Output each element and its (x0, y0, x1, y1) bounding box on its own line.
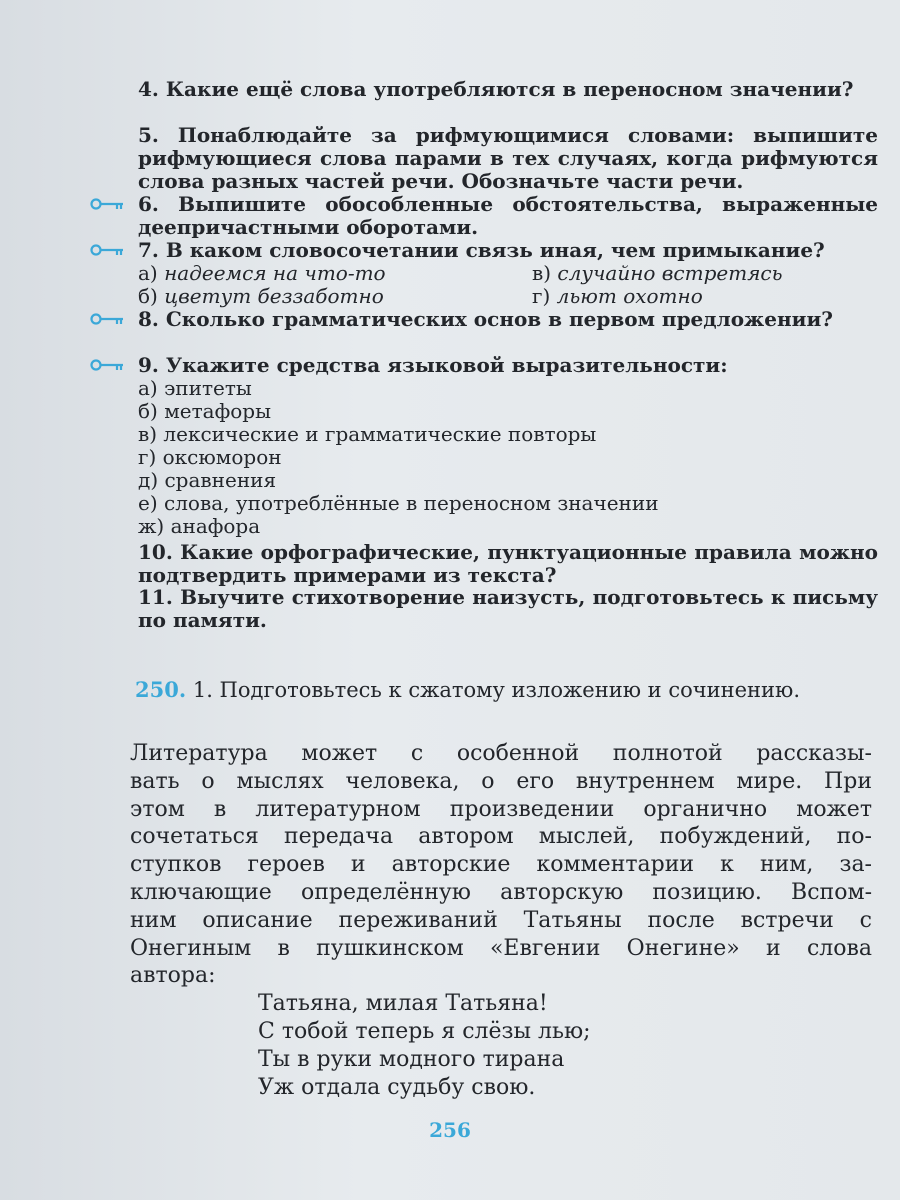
exercise-number: 250. (135, 677, 187, 702)
poem-line: Ты в руки модного тирана (258, 1047, 565, 1072)
page-number: 256 (429, 1118, 471, 1142)
key-icon (90, 197, 124, 211)
key-icon (90, 358, 124, 372)
question-9: 9. Укажите средства языковой выразительности: (138, 353, 728, 377)
question-8: 8. Сколько грамматических основ в первом предложении? (138, 307, 833, 331)
question-4: 4. Какие ещё слова употребляются в переносном значении? (138, 77, 854, 101)
option-7a: а) надеемся на что-то (138, 261, 386, 285)
question-11: 11. Выучите стихотворение наизусть, подготовьтесь к письму по памяти. (138, 585, 878, 632)
question-6: 6. Выпишите обособленные обстоятельства, выраженные деепричастными оборотами. (138, 192, 878, 239)
option-9v: в) лексические и грамматические повторы (138, 422, 597, 446)
main-text (130, 740, 872, 990)
poem-line: С тобой теперь я слёзы лью; (258, 1019, 591, 1044)
text-line: сочетаться передача автором мыслей, побуждений, по- (130, 824, 872, 850)
key-icon (90, 312, 124, 326)
option-7b: б) цветут беззаботно (138, 284, 384, 308)
option-7v: в) случайно встретясь (532, 261, 783, 285)
text-line: Литература может с особенной полнотой рассказы- (130, 741, 872, 766)
option-9g: г) оксюморон (138, 445, 282, 469)
exercise-task: 1. Подготовьтесь к сжатому изложению и сочинению. (192, 678, 801, 702)
text-line: ступков героев и авторские комментарии к ним, за- (130, 852, 872, 878)
option-7g: г) льют охотно (532, 284, 703, 308)
poem-line: Уж отдала судьбу свою. (258, 1075, 536, 1100)
option-9zh: ж) анафора (138, 514, 261, 538)
option-9a: а) эпитеты (138, 376, 252, 400)
exercise-250 (135, 677, 870, 703)
text-line: автора: (130, 963, 216, 989)
key-icon (90, 243, 124, 257)
text-line: ним описание переживаний Татьяны после встречи с (130, 907, 872, 933)
question-5: 5. Понаблюдайте за рифмующимися словами: выпишите рифмующиеся слова парами в тех случаях, когда рифмуются слова разных частей речи. Обозначьте части речи. (138, 123, 878, 193)
question-7: 7. В каком словосочетании связь иная, чем примыкание? (138, 238, 825, 262)
option-9b: б) метафоры (138, 399, 271, 423)
text-line: ключающие определённую авторскую позицию. Вспом- (130, 879, 872, 905)
text-line: вать о мыслях человека, о его внутреннем мире. При (130, 768, 872, 794)
option-9e: е) слова, употреблённые в переносном значении (138, 491, 659, 515)
poem (258, 990, 591, 1102)
text-line: этом в литературном произведении органично может (130, 796, 872, 822)
text-line: Онегиным в пушкинском «Евгении Онегине» и слова (130, 935, 872, 961)
poem-line: Татьяна, милая Татьяна! (258, 991, 548, 1016)
question-10: 10. Какие орфографические, пунктуационные правила можно подтвердить примерами из текста? (138, 540, 878, 587)
option-9d: д) сравнения (138, 468, 277, 492)
